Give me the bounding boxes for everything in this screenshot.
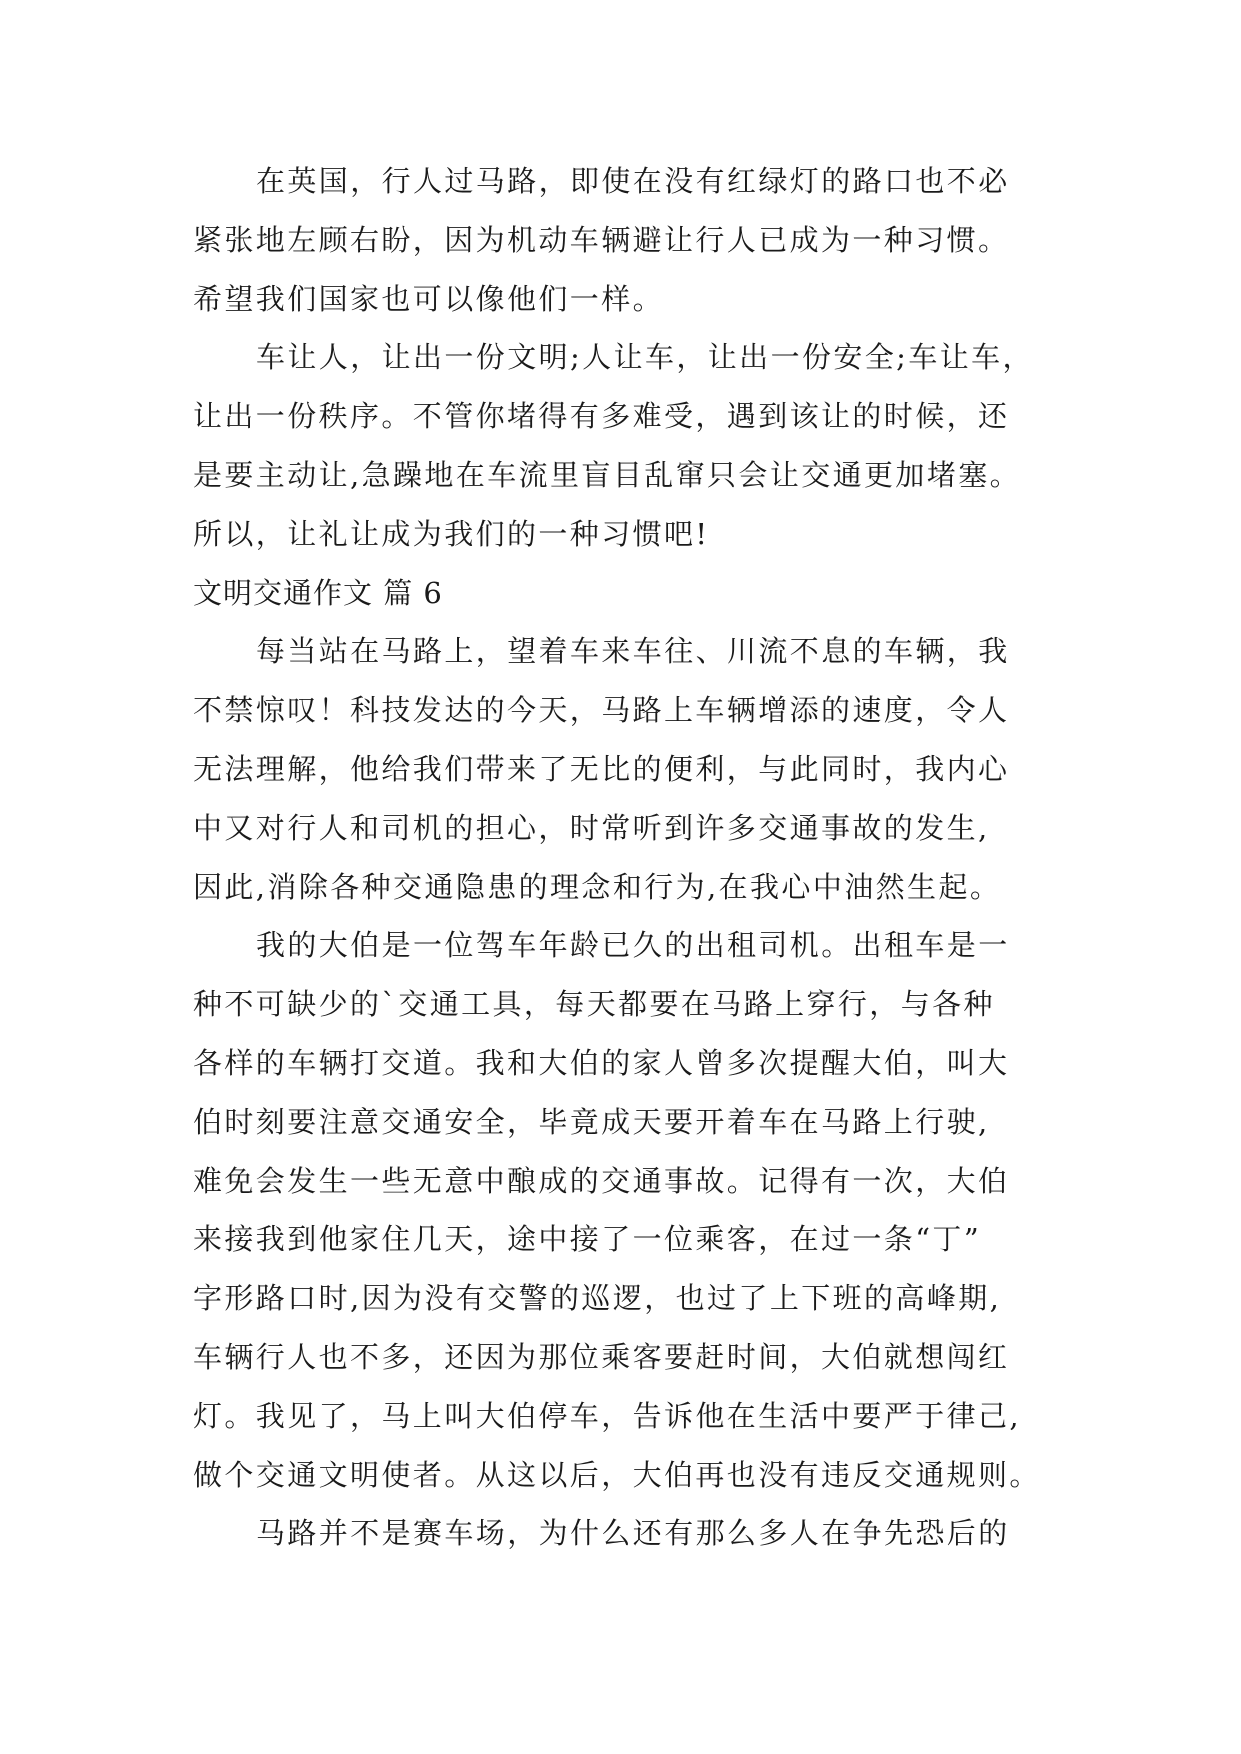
text-line: 车辆行人也不多，还因为那位乘客要赶时间，大伯就想闯红: [193, 1339, 1010, 1374]
text-line: 紧张地左顾右盼，因为机动车辆避让行人已成为一种习惯。: [193, 222, 1010, 257]
text-line: 希望我们国家也可以像他们一样。: [193, 281, 665, 316]
text-line: 做个交通文明使者。从这以后，大伯再也没有违反交通规则。: [193, 1457, 1041, 1492]
text-line: 伯时刻要注意交通安全，毕竟成天要开着车在马路上行驶,: [193, 1104, 990, 1139]
text-line: 让出一份秩序。不管你堵得有多难受，遇到该让的时候，还: [193, 399, 1010, 434]
section-heading: 文明交通作文 篇 6: [193, 575, 443, 610]
text-line: 来接我到他家住几天，途中接了一位乘客，在过一条“丁”: [193, 1222, 982, 1257]
text-line: 种不可缺少的`交通工具，每天都要在马路上穿行，与各种: [193, 987, 995, 1022]
document-body: [193, 152, 1061, 1563]
text-line: 所以，让礼让成为我们的一种习惯吧!: [193, 516, 710, 551]
text-line: 马路并不是赛车场，为什么还有那么多人在争先恐后的: [256, 1516, 1010, 1551]
text-line: 每当站在马路上，望着车来车往、川流不息的车辆，我: [256, 634, 1010, 669]
text-line: 在英国，行人过马路，即使在没有红绿灯的路口也不必: [256, 164, 1010, 198]
text-line: 是要主动让,急躁地在车流里盲目乱窜只会让交通更加堵塞。: [193, 457, 1022, 492]
text-line: 灯。我见了，马上叫大伯停车，告诉他在生活中要严于律己,: [193, 1398, 1022, 1433]
text-line: 字形路口时,因为没有交警的巡逻，也过了上下班的高峰期,: [193, 1281, 1002, 1316]
text-line: 不禁惊叹！科技发达的今天，马路上车辆增添的速度，令人: [193, 693, 1010, 728]
text-line: 无法理解，他给我们带来了无比的便利，与此同时，我内心: [193, 751, 1010, 786]
text-line: 各样的车辆打交道。我和大伯的家人曾多次提醒大伯，叫大: [193, 1045, 1010, 1080]
text-line: 车让人，让出一份文明;人让车，让出一份安全;车让车，: [256, 340, 1034, 375]
text-line: 中又对行人和司机的担心，时常听到许多交通事故的发生,: [193, 810, 990, 845]
text-line: 因此,消除各种交通隐患的理念和行为,在我心中油然生起。: [193, 869, 1002, 904]
text-line: 难免会发生一些无意中酿成的交通事故。记得有一次，大伯: [193, 1163, 1010, 1198]
text-line: 我的大伯是一位驾车年龄已久的出租司机。出租车是一: [256, 928, 1010, 963]
